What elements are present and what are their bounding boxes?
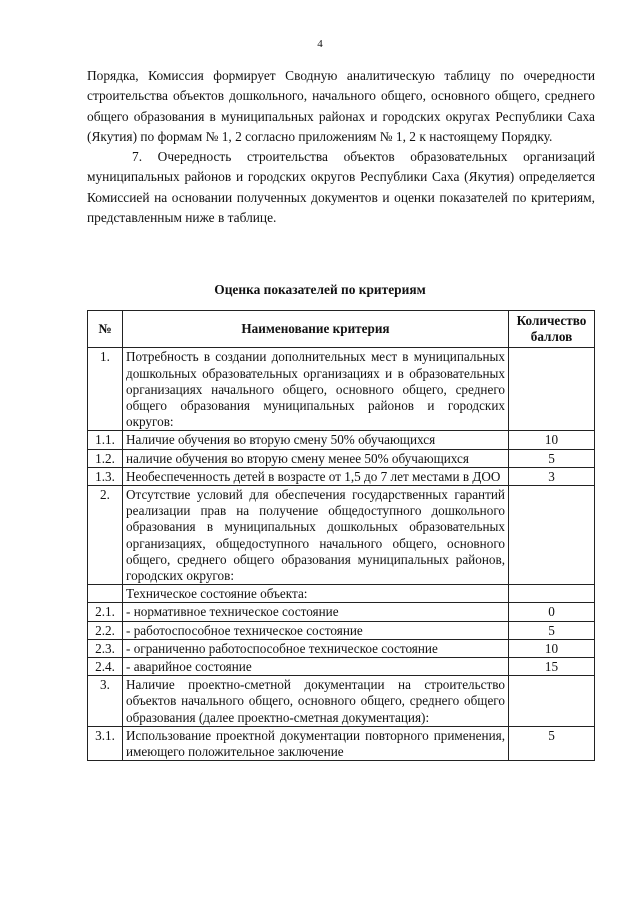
table-row [88, 726, 595, 760]
row-criterion: Техническое состояние объекта: [123, 585, 509, 603]
paragraph-continuation: Порядка, Комиссия формирует Сводную аналитическую таблицу по очередности строительства объектов дошкольного, начального общего, основного общего, среднего общего образования в муниципальных районах и городских округах Республики Саха (Якутия) по формам № 1, 2 согласно приложениям № 1, 2 к настоящему Порядку. [87, 68, 595, 144]
row-number: 2.4. [88, 658, 123, 676]
table-row [88, 676, 595, 727]
table-row [88, 486, 595, 585]
table-row [88, 658, 595, 676]
table-row [88, 348, 595, 431]
header-number: № [88, 311, 123, 348]
table-title: Оценка показателей по критериям [214, 282, 426, 297]
row-number [88, 585, 123, 603]
row-points: 5 [509, 726, 595, 760]
row-points: 3 [509, 467, 595, 485]
row-number: 1.2. [88, 449, 123, 467]
header-criterion-name: Наименование критерия [123, 311, 509, 348]
row-criterion: Отсутствие условий для обеспечения государственных гарантий реализации прав на получение общедоступного дошкольного образования в муниципальных дошкольных образовательных организациях, общедоступного начального общего, основного общего, среднего общего образования муниципальных районов, городских округов: [123, 486, 509, 585]
row-number: 2.1. [88, 603, 123, 621]
row-number: 1.3. [88, 467, 123, 485]
row-points: 5 [509, 621, 595, 639]
row-criterion: наличие обучения во вторую смену менее 50% обучающихся [123, 449, 509, 467]
row-points [509, 486, 595, 585]
paragraph-item-7: 7. Очередность строительства объектов образовательных организаций муниципальных районов и городских округов Республики Саха (Якутия) определяется Комиссией на основании полученных документов и оценки показателей по критериям, представленным ниже в таблице. [87, 149, 595, 226]
row-points [509, 676, 595, 727]
row-number: 1.1. [88, 431, 123, 449]
row-criterion: Использование проектной документации повторного применения, имеющего положительное заключение [123, 726, 509, 760]
row-number: 3.1. [88, 726, 123, 760]
row-points: 5 [509, 449, 595, 467]
row-number: 2. [88, 486, 123, 585]
table-row [88, 585, 595, 603]
row-number: 2.2. [88, 621, 123, 639]
page-number: 4 [317, 38, 323, 50]
table-header-row [88, 311, 595, 348]
row-criterion: Наличие обучения во вторую смену 50% обучающихся [123, 431, 509, 449]
row-points: 15 [509, 658, 595, 676]
table-row [88, 467, 595, 485]
header-points: Количество баллов [509, 311, 595, 348]
row-number: 3. [88, 676, 123, 727]
row-number: 1. [88, 348, 123, 431]
row-points [509, 585, 595, 603]
row-points: 10 [509, 639, 595, 657]
row-criterion: Необеспеченность детей в возрасте от 1,5 до 7 лет местами в ДОО [123, 467, 509, 485]
table-row [88, 431, 595, 449]
row-points [509, 348, 595, 431]
table-row [88, 621, 595, 639]
row-criterion: - работоспособное техническое состояние [123, 621, 509, 639]
row-number: 2.3. [88, 639, 123, 657]
row-criterion: - ограниченно работоспособное техническое состояние [123, 639, 509, 657]
row-criterion: - аварийное состояние [123, 658, 509, 676]
table-row [88, 449, 595, 467]
table-row [88, 639, 595, 657]
row-criterion: - нормативное техническое состояние [123, 603, 509, 621]
row-criterion: Наличие проектно-сметной документации на строительство объектов начального общего, основного общего, среднего общего образования (далее проектно-сметная документация): [123, 676, 509, 727]
criteria-table [87, 310, 595, 761]
row-points: 0 [509, 603, 595, 621]
row-points: 10 [509, 431, 595, 449]
row-criterion: Потребность в создании дополнительных мест в муниципальных дошкольных образовательных организациях и в образовательных организациях начального общего, основного общего, среднего общего образования муниципальных районов и городских округов: [123, 348, 509, 431]
table-row [88, 603, 595, 621]
